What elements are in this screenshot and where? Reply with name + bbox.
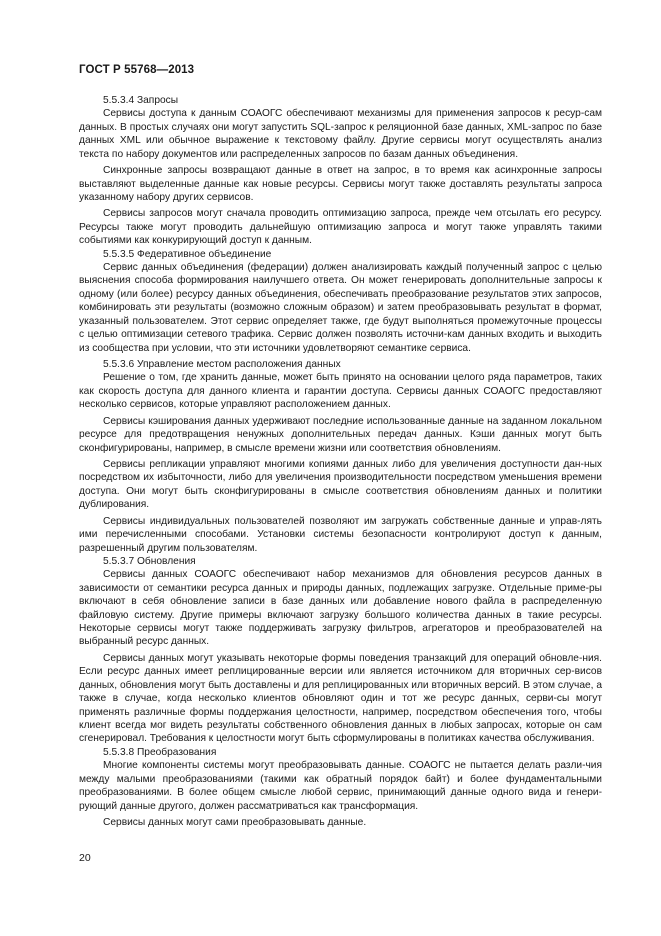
- paragraph: Многие компоненты системы могут преобразовывать данные. СОАОГС не пытается делать разли-чия между малыми преобразованиями (такими как обратный порядок байт) и более фундаментальными преобразованиями. В более общем смысле любой сервис, принимающий данные одного вида и генери-рующий данные другого, должен рассматриваться как трансформация.: [79, 760, 602, 812]
- section-heading: 5.5.3.7 Обновления: [103, 555, 196, 567]
- paragraph: Синхронные запросы возвращают данные в ответ на запрос, в то время как асинхронные запросы выставляют выделенные данные как новые ресурсы. Сервисы могут также доставлять результаты запроса указанному набору других сервисов.: [79, 165, 602, 203]
- paragraph: Сервисы запросов могут сначала проводить оптимизацию запроса, прежде чем отсылать его ресурсу. Ресурсы также могут проводить дальнейшую оптимизацию запроса и могут также управлять такими событиями как конкурирующий доступ к данным.: [79, 208, 602, 247]
- paragraph: Сервисы репликации управляют многими копиями данных либо для увеличения доступности дан-ных посредством их избыточности, либо для увеличения производительности посредством уменьшения времени доступа. Они могут быть сконфигурированы в смысле соответствия обновлениям данных и политики дублирования.: [79, 458, 602, 511]
- paragraph: Сервисы индивидуальных пользователей позволяют им загружать собственные данные и управ-лять ими перечисленными способами. Установки системы безопасности контролируют доступ к данным, разрешенный другим пользователям.: [79, 515, 602, 554]
- paragraph: Сервисы кэширования данных удерживают последние использованные данные на заданном локальном ресурсе для предотвращения ненужных дополнительных передач данных. Кэши данных могут быть сконфигурированы, например, в смысле времени жизни или соответствия обновлениям.: [79, 415, 602, 454]
- document-body: [79, 94, 602, 829]
- paragraph: Сервисы данных могут сами преобразовывать данные.: [103, 816, 367, 828]
- section-heading: 5.5.3.4 Запросы: [103, 95, 179, 106]
- section-heading: 5.5.3.8 Преобразования: [103, 746, 217, 758]
- section-heading: 5.5.3.6 Управление местом расположения данных: [103, 359, 341, 371]
- paragraph: Решение о том, где хранить данные, может быть принято на основании целого ряда параметров, таких как скорость доступа для данного клиента и гарантии доступа. Сервисы данных СОАОГС предоставляют несколько сервисов, которые управляют расположением данных.: [79, 372, 602, 411]
- paragraph: Сервис данных объединения (федерации) должен анализировать каждый полученный запрос с целью выяснения способа формирования наилучшего ответа. Он может генерировать дополнительные запросы к одному (или более) ресурсу данных объединения, обеспечивать преобразование результатов этих запросов, комбинировать эти результаты (возможно сложным образом) и затем преобразовывать результат в формат, указанный пользователем. Этот сервис определяет также, где будут выполняться промежуточные процессы с целью оптимизации сетевого трафика. Сервис должен позволять источни-кам данных входить и выходить из сообщества при условии, что эти источники удовлетворяют семантике сервиса.: [79, 262, 602, 354]
- page-number: 20: [79, 852, 91, 864]
- paragraph: Сервисы данных СОАОГС обеспечивают набор механизмов для обновления ресурсов данных в зависимости от семантики ресурса данных и природы данных, подлежащих загрузке. Отдельные приме-ры включают в себя обновление записи в базе данных или добавление нового файла в распределенную файловую систему. Другие примеры включают загрузку большого количества данных в такие ресурсы. Некоторые сервисы могут также поддерживать загрузку фильтров, агрегаторов и преобразователей на выбранный ресурс данных.: [79, 569, 602, 648]
- paragraph: Сервисы доступа к данным СОАОГС обеспечивают механизмы для применения запросов к ресур-сам данных. В простых случаях они могут запустить SQL-запрос к реляционной базе данных, XML-запрос по базе данных XML или обычное выражение к текстовому файлу. Другие сервисы могут осуществлять анализ текста по набору документов или распределенных запросов по базам данных объединения.: [79, 108, 602, 160]
- standard-header: ГОСТ Р 55768—2013: [79, 64, 195, 76]
- section-heading: 5.5.3.5 Федеративное объединение: [103, 248, 272, 260]
- paragraph: Сервисы данных могут указывать некоторые формы поведения транзакций для операций обновле-ния. Если ресурс данных имеет реплицированные версии или является источником для вторичных сер-висов данных, обновления могут быть доставлены и для реплицированных или вторичных версий. В этом случае, а также в случае, когда несколько клиентов обновляют один и тот же ресурс данных, серви-сы могут применять различные формы поддержания целостности, например, посредством обеспечения того, чтобы клиент всегда мог видеть результаты собственного обновления данных в любых запросах, которые он сам сгенерировал. Требования к целостности могут быть сформулированы в политиках качества обслуживания.: [79, 652, 602, 745]
